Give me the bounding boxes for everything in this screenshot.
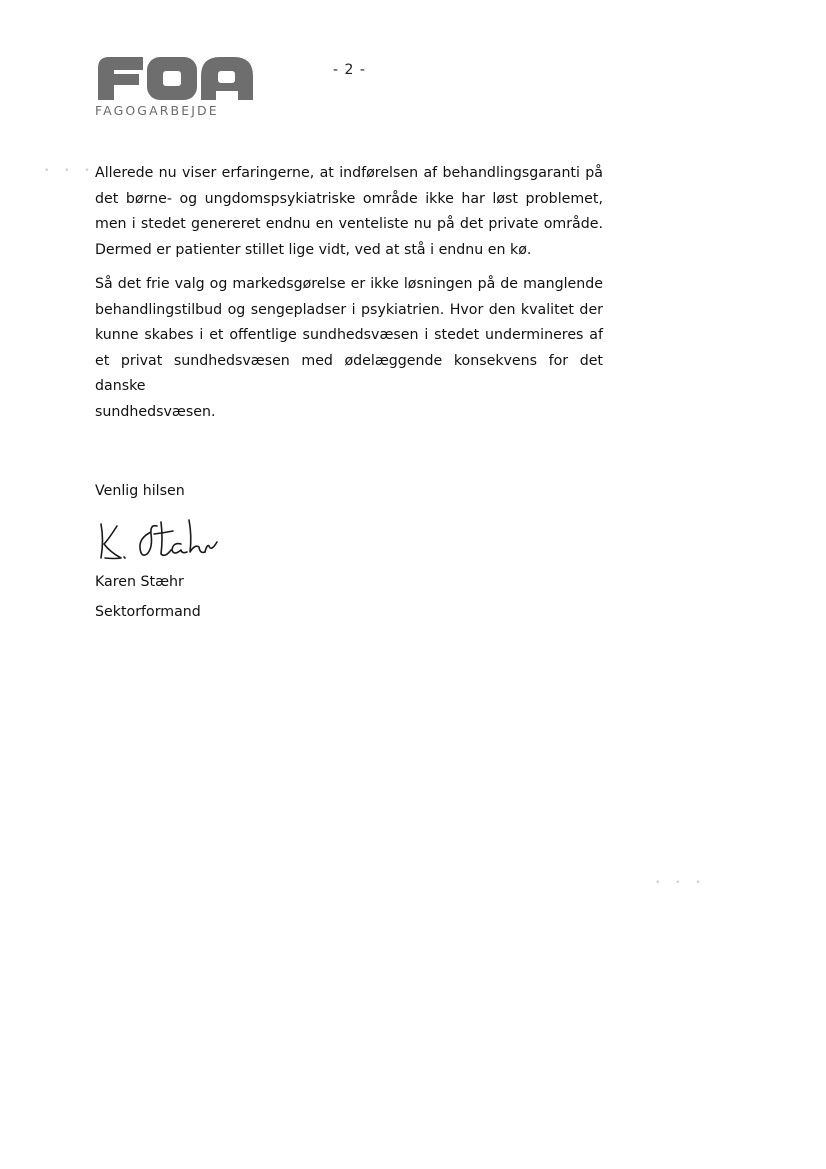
handwritten-signature — [95, 514, 225, 566]
signer-name: Karen Stæhr — [95, 574, 184, 590]
text-line: Så det frie valg og markedsgørelse er ikke løsningen på de manglende — [95, 276, 603, 292]
logo-tagline: FAGOGARBEJDE — [95, 103, 219, 118]
letter-body — [95, 161, 603, 434]
text-line: Dermed er patienter stillet lige vidt, ved at stå i endnu en kø. — [95, 241, 532, 258]
text-line: men i stedet genereret endnu en venteliste nu på det private område. — [95, 216, 603, 232]
text-line: kunne skabes i et offentlige sundhedsvæsen i stedet undermineres af — [95, 327, 603, 343]
paragraph — [95, 272, 603, 425]
text-line: sundhedsvæsen. — [95, 403, 216, 420]
text-line: behandlingstilbud og sengepladser i psykiatrien. Hvor den kvalitet der — [95, 301, 603, 318]
text-line: det børne- og ungdomspsykiatriske område ikke har løst problemet, — [95, 190, 603, 207]
foa-logo — [95, 54, 257, 120]
text-line: et privat sundhedsvæsen med ødelæggende konsekvens for det danske — [95, 352, 603, 394]
signer-title: Sektorformand — [95, 604, 201, 620]
foa-wordmark-logo — [95, 54, 257, 102]
text-line: Allerede nu viser erfaringerne, at indførelsen af behandlingsgaranti på — [95, 165, 603, 181]
scan-artifact-dots: • • • — [655, 878, 707, 888]
scan-artifact-dots: • • • — [44, 166, 96, 176]
page-number: - 2 - — [333, 62, 366, 78]
paragraph — [95, 161, 603, 263]
closing-greeting: Venlig hilsen — [95, 483, 185, 499]
